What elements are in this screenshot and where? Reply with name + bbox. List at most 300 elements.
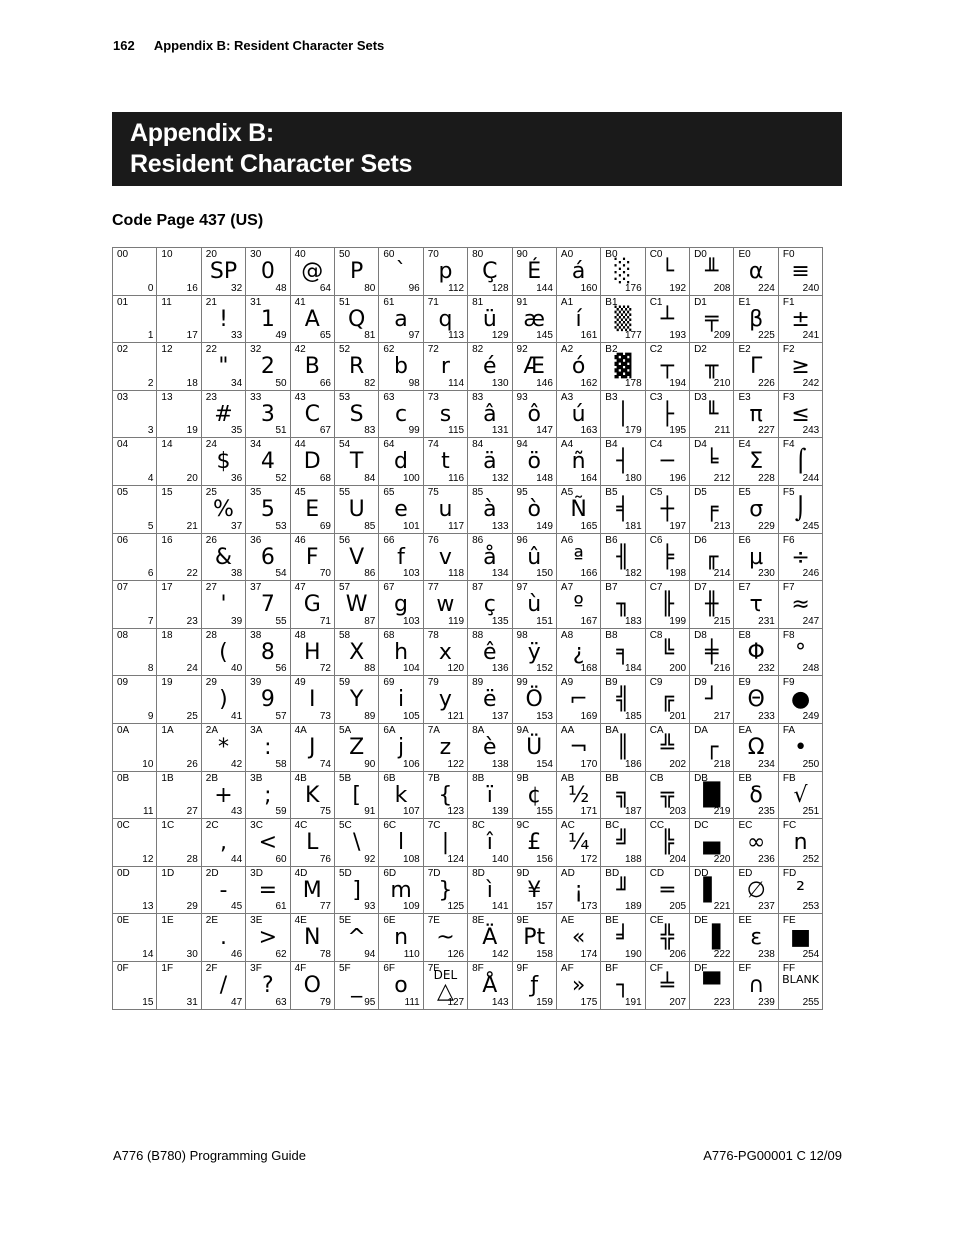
decimal-code: 150 bbox=[536, 568, 553, 580]
char-cell bbox=[379, 866, 423, 914]
decimal-code: 101 bbox=[403, 520, 420, 532]
hex-code: D0 bbox=[694, 249, 707, 260]
decimal-code: 42 bbox=[231, 758, 243, 770]
char-glyph: ╒ bbox=[705, 496, 719, 522]
hex-code: C6 bbox=[649, 534, 663, 546]
decimal-code: 255 bbox=[802, 996, 820, 1008]
decimal-code: 225 bbox=[758, 330, 775, 342]
hex-code: B3 bbox=[605, 391, 618, 403]
decimal-code: 249 bbox=[802, 710, 820, 722]
decimal-code: 155 bbox=[536, 806, 553, 818]
char-cell bbox=[468, 676, 512, 724]
hex-code: 8A bbox=[472, 724, 485, 736]
decimal-code: 216 bbox=[713, 663, 731, 675]
char-cell bbox=[556, 295, 600, 343]
hex-code: 09 bbox=[117, 677, 129, 689]
hex-code: AE bbox=[560, 915, 575, 927]
hex-code: 40 bbox=[294, 249, 306, 260]
decimal-code: 211 bbox=[714, 425, 731, 437]
hex-code: 33 bbox=[250, 391, 262, 403]
char-cell bbox=[778, 581, 822, 629]
decimal-code: 218 bbox=[713, 758, 731, 770]
char-glyph: ≈ bbox=[791, 592, 810, 618]
char-cell bbox=[334, 533, 378, 581]
hex-code: 55 bbox=[338, 486, 351, 498]
decimal-code: 8 bbox=[147, 663, 154, 675]
hex-code: DE bbox=[694, 915, 708, 927]
char-cell bbox=[778, 914, 822, 962]
char-cell bbox=[690, 676, 734, 724]
hex-code: 3D bbox=[250, 867, 263, 879]
char-cell bbox=[778, 485, 822, 533]
char-cell bbox=[690, 438, 734, 486]
hex-code: 6D bbox=[383, 867, 397, 879]
char-cell bbox=[690, 961, 734, 1009]
hex-code: 61 bbox=[383, 296, 395, 308]
decimal-code: 202 bbox=[669, 758, 687, 770]
hex-code: 8E bbox=[472, 915, 485, 927]
char-cell bbox=[201, 819, 245, 867]
char-cell bbox=[645, 295, 689, 343]
char-glyph: └ bbox=[660, 259, 674, 284]
char-cell bbox=[157, 961, 201, 1009]
hex-code: C4 bbox=[649, 439, 663, 451]
char-cell bbox=[778, 295, 822, 343]
char-glyph: ñ bbox=[571, 449, 586, 475]
hex-code: 13 bbox=[161, 391, 173, 403]
char-glyph: ² bbox=[796, 877, 805, 903]
char-cell bbox=[334, 914, 378, 962]
decimal-code: 43 bbox=[231, 806, 243, 818]
decimal-code: 174 bbox=[580, 948, 598, 960]
decimal-code: 173 bbox=[580, 901, 598, 913]
decimal-code: 99 bbox=[408, 425, 420, 437]
char-glyph: - bbox=[219, 877, 228, 903]
char-glyph: z bbox=[439, 734, 452, 760]
char-cell bbox=[690, 771, 734, 819]
hex-code: 79 bbox=[427, 677, 439, 689]
char-cell bbox=[334, 343, 378, 391]
char-cell bbox=[201, 723, 245, 771]
decimal-code: 68 bbox=[319, 472, 331, 484]
decimal-code: 187 bbox=[625, 806, 642, 818]
char-glyph: ▄ bbox=[703, 830, 721, 856]
hex-code: C8 bbox=[649, 629, 663, 641]
char-cell bbox=[778, 248, 822, 296]
char-cell bbox=[379, 961, 423, 1009]
char-glyph: ║ bbox=[616, 734, 630, 760]
hex-code: FE bbox=[782, 915, 796, 927]
hex-code: 7C bbox=[427, 820, 441, 832]
decimal-code: 194 bbox=[669, 377, 687, 389]
char-cell bbox=[645, 390, 689, 438]
decimal-code: 112 bbox=[448, 282, 465, 294]
decimal-code: 230 bbox=[758, 568, 775, 580]
hex-code: CE bbox=[649, 915, 664, 927]
char-glyph: ╝ bbox=[616, 830, 630, 856]
char-cell bbox=[468, 819, 512, 867]
char-cell bbox=[556, 343, 600, 391]
char-cell bbox=[379, 390, 423, 438]
hex-code: 1E bbox=[161, 915, 174, 927]
char-glyph: ╤ bbox=[705, 306, 719, 332]
char-glyph: = bbox=[258, 877, 278, 903]
decimal-code: 75 bbox=[319, 806, 331, 818]
hex-code: 96 bbox=[516, 534, 528, 546]
char-cell bbox=[601, 866, 645, 914]
char-cell bbox=[645, 248, 689, 296]
char-glyph: ╛ bbox=[616, 925, 630, 951]
char-cell bbox=[201, 676, 245, 724]
decimal-code: 182 bbox=[625, 568, 642, 580]
char-glyph: @ bbox=[301, 259, 324, 284]
char-glyph: O bbox=[303, 972, 321, 998]
hex-code: 12 bbox=[161, 344, 173, 356]
char-cell bbox=[246, 533, 290, 581]
decimal-code: 128 bbox=[491, 282, 509, 294]
decimal-code: 23 bbox=[186, 615, 198, 627]
char-cell bbox=[778, 343, 822, 391]
hex-code: 7B bbox=[427, 772, 440, 784]
hex-code: F2 bbox=[782, 344, 795, 356]
hex-code: C7 bbox=[649, 582, 663, 594]
decimal-code: 236 bbox=[758, 853, 775, 865]
decimal-code: 207 bbox=[669, 996, 687, 1008]
decimal-code: 18 bbox=[186, 377, 198, 389]
decimal-code: 141 bbox=[491, 901, 509, 913]
character-set-table bbox=[112, 247, 823, 1010]
char-cell bbox=[601, 485, 645, 533]
hex-code: F6 bbox=[782, 534, 795, 546]
hex-code: EF bbox=[738, 962, 752, 974]
hex-code: 04 bbox=[117, 439, 129, 451]
decimal-code: 120 bbox=[447, 663, 465, 675]
char-glyph: å bbox=[483, 544, 497, 570]
char-cell bbox=[468, 248, 512, 296]
decimal-code: 89 bbox=[364, 710, 376, 722]
char-glyph: ▀ bbox=[703, 972, 721, 998]
char-cell bbox=[246, 914, 290, 962]
decimal-code: 212 bbox=[713, 472, 731, 484]
decimal-code: 107 bbox=[403, 806, 420, 818]
char-cell bbox=[468, 914, 512, 962]
char-cell bbox=[201, 438, 245, 486]
char-glyph: ¼ bbox=[567, 830, 590, 856]
hex-code: A7 bbox=[560, 582, 574, 594]
decimal-code: 11 bbox=[143, 806, 154, 818]
decimal-code: 76 bbox=[319, 853, 331, 865]
hex-code: A4 bbox=[560, 439, 574, 451]
char-glyph: ┴ bbox=[660, 306, 674, 332]
decimal-code: 151 bbox=[536, 615, 553, 627]
char-glyph: Ñ bbox=[570, 496, 587, 522]
char-glyph: L bbox=[306, 830, 319, 856]
hex-code: 0F bbox=[117, 962, 129, 974]
char-cell bbox=[201, 295, 245, 343]
hex-code: 1C bbox=[161, 820, 175, 832]
char-cell bbox=[690, 723, 734, 771]
char-cell bbox=[246, 248, 290, 296]
hex-code: 19 bbox=[161, 677, 173, 689]
hex-code: 6E bbox=[383, 915, 396, 927]
char-cell bbox=[246, 676, 290, 724]
char-cell bbox=[379, 581, 423, 629]
char-cell bbox=[423, 723, 467, 771]
char-glyph: 5 bbox=[260, 496, 275, 522]
decimal-code: 156 bbox=[536, 853, 553, 865]
char-glyph: ┬ bbox=[660, 354, 674, 380]
char-cell bbox=[157, 295, 201, 343]
char-glyph: µ bbox=[749, 544, 764, 570]
char-cell bbox=[157, 866, 201, 914]
decimal-code: 60 bbox=[275, 853, 287, 865]
char-cell bbox=[423, 676, 467, 724]
decimal-code: 241 bbox=[802, 330, 820, 342]
decimal-code: 88 bbox=[364, 663, 376, 675]
char-cell bbox=[645, 961, 689, 1009]
hex-code: F7 bbox=[782, 582, 795, 594]
decimal-code: 162 bbox=[580, 377, 598, 389]
hex-code: 07 bbox=[117, 582, 129, 594]
char-glyph: ü bbox=[482, 306, 497, 332]
decimal-code: 248 bbox=[802, 663, 820, 675]
hex-code: 3A bbox=[250, 724, 263, 736]
hex-code: A0 bbox=[560, 249, 574, 260]
char-cell bbox=[778, 390, 822, 438]
char-cell bbox=[645, 343, 689, 391]
chapter-title-line2: Resident Character Sets bbox=[130, 150, 413, 178]
hex-code: 72 bbox=[427, 344, 439, 356]
hex-code: F5 bbox=[782, 486, 795, 498]
decimal-code: 239 bbox=[758, 996, 775, 1008]
decimal-code: 215 bbox=[713, 615, 731, 627]
decimal-code: 247 bbox=[802, 615, 820, 627]
char-glyph: Z bbox=[349, 734, 365, 760]
char-cell bbox=[113, 771, 157, 819]
hex-code: D9 bbox=[694, 677, 707, 689]
char-glyph: ▓ bbox=[614, 354, 632, 380]
char-glyph: ì bbox=[486, 877, 493, 903]
hex-code: DD bbox=[694, 867, 709, 879]
hex-code: 2D bbox=[205, 867, 219, 879]
hex-code: F1 bbox=[782, 296, 795, 308]
char-cell bbox=[734, 581, 778, 629]
decimal-code: 105 bbox=[403, 710, 420, 722]
table-row bbox=[113, 914, 823, 962]
char-glyph: ≡ bbox=[791, 259, 810, 284]
decimal-code: 137 bbox=[491, 710, 509, 722]
hex-code: EB bbox=[738, 772, 752, 784]
char-cell bbox=[601, 390, 645, 438]
decimal-code: 87 bbox=[364, 615, 376, 627]
char-glyph: ` bbox=[395, 259, 407, 284]
char-cell bbox=[645, 723, 689, 771]
decimal-code: 33 bbox=[231, 330, 243, 342]
hex-code: AD bbox=[560, 867, 575, 879]
char-cell bbox=[778, 628, 822, 676]
char-glyph: n bbox=[394, 925, 409, 951]
hex-code: 16 bbox=[161, 534, 173, 546]
char-cell bbox=[290, 866, 334, 914]
char-glyph: ¿ bbox=[572, 639, 585, 665]
hex-code: 35 bbox=[250, 486, 262, 498]
decimal-code: 237 bbox=[758, 901, 775, 913]
char-glyph: 0 bbox=[260, 259, 275, 284]
decimal-code: 16 bbox=[186, 282, 198, 294]
hex-code: EE bbox=[738, 915, 752, 927]
hex-code: AF bbox=[560, 962, 574, 974]
char-glyph: ╔ bbox=[660, 687, 674, 713]
decimal-code: 142 bbox=[491, 948, 509, 960]
footer-document-id: A776-PG00001 C 12/09 bbox=[703, 1148, 842, 1163]
decimal-code: 45 bbox=[231, 901, 243, 913]
char-cell bbox=[512, 676, 556, 724]
decimal-code: 144 bbox=[536, 282, 553, 294]
decimal-code: 224 bbox=[758, 282, 775, 294]
hex-code: 24 bbox=[205, 439, 217, 451]
decimal-code: 161 bbox=[580, 330, 598, 342]
hex-code: 28 bbox=[205, 629, 217, 641]
char-cell bbox=[601, 295, 645, 343]
decimal-code: 37 bbox=[231, 520, 243, 532]
decimal-code: 222 bbox=[713, 948, 731, 960]
char-cell bbox=[601, 723, 645, 771]
char-glyph: ∩ bbox=[748, 972, 765, 998]
char-cell bbox=[556, 390, 600, 438]
hex-code: 6C bbox=[383, 820, 397, 832]
char-glyph: ï bbox=[486, 782, 493, 808]
hex-code: F0 bbox=[782, 249, 795, 260]
hex-code: 4E bbox=[294, 915, 307, 927]
decimal-code: 46 bbox=[231, 948, 243, 960]
hex-code: 89 bbox=[472, 677, 484, 689]
char-glyph: 6 bbox=[260, 544, 275, 570]
char-glyph: b bbox=[394, 354, 409, 380]
char-cell bbox=[246, 581, 290, 629]
hex-code: FF bbox=[782, 962, 796, 974]
char-cell bbox=[157, 914, 201, 962]
char-glyph: ┌ bbox=[705, 734, 719, 760]
char-cell bbox=[734, 628, 778, 676]
char-glyph: ò bbox=[527, 496, 541, 522]
hex-code: 46 bbox=[294, 534, 306, 546]
decimal-code: 163 bbox=[580, 425, 598, 437]
char-cell bbox=[645, 676, 689, 724]
char-cell bbox=[468, 390, 512, 438]
page-number: 162 bbox=[113, 38, 135, 53]
hex-code: 10 bbox=[161, 249, 173, 260]
decimal-code: 15 bbox=[142, 996, 154, 1008]
char-cell bbox=[778, 961, 822, 1009]
decimal-code: 188 bbox=[625, 853, 642, 865]
char-cell bbox=[556, 914, 600, 962]
char-glyph: √ bbox=[793, 782, 808, 808]
decimal-code: 189 bbox=[625, 901, 642, 913]
char-cell bbox=[468, 961, 512, 1009]
decimal-code: 164 bbox=[580, 472, 598, 484]
decimal-code: 220 bbox=[713, 853, 731, 865]
char-glyph: X bbox=[349, 639, 365, 665]
hex-code: 42 bbox=[294, 344, 306, 356]
hex-code: B4 bbox=[605, 439, 618, 451]
char-cell bbox=[334, 390, 378, 438]
decimal-code: 159 bbox=[536, 996, 553, 1008]
hex-code: 4A bbox=[294, 724, 307, 736]
hex-code: 85 bbox=[472, 486, 484, 498]
decimal-code: 133 bbox=[491, 520, 509, 532]
char-glyph: g bbox=[394, 592, 409, 618]
char-cell bbox=[157, 771, 201, 819]
decimal-code: 193 bbox=[669, 330, 687, 342]
hex-code: CA bbox=[649, 724, 664, 736]
decimal-code: 79 bbox=[319, 996, 331, 1008]
section-title: Code Page 437 (US) bbox=[112, 212, 264, 229]
char-cell bbox=[334, 581, 378, 629]
char-cell bbox=[334, 961, 378, 1009]
char-cell bbox=[690, 390, 734, 438]
char-cell bbox=[334, 723, 378, 771]
decimal-code: 28 bbox=[186, 853, 198, 865]
char-cell bbox=[556, 485, 600, 533]
char-glyph: v bbox=[438, 544, 452, 570]
char-cell bbox=[690, 533, 734, 581]
hex-code: 44 bbox=[294, 439, 306, 451]
hex-code: 7E bbox=[427, 915, 440, 927]
hex-code: 36 bbox=[250, 534, 262, 546]
decimal-code: 175 bbox=[580, 996, 598, 1008]
hex-code: 93 bbox=[516, 391, 528, 403]
char-glyph: ┘ bbox=[705, 687, 719, 713]
char-glyph: h bbox=[394, 639, 409, 665]
decimal-code: 196 bbox=[669, 472, 687, 484]
char-glyph: Ω bbox=[747, 734, 765, 760]
decimal-code: 4 bbox=[147, 472, 154, 484]
hex-code: 32 bbox=[250, 344, 262, 356]
char-cell bbox=[556, 819, 600, 867]
decimal-code: 10 bbox=[142, 758, 154, 770]
decimal-code: 84 bbox=[364, 472, 376, 484]
decimal-code: 104 bbox=[403, 663, 420, 675]
hex-code: 62 bbox=[383, 344, 395, 356]
char-cell bbox=[734, 723, 778, 771]
hex-code: 47 bbox=[294, 582, 306, 594]
char-glyph: K bbox=[305, 782, 320, 808]
char-glyph: d bbox=[394, 449, 409, 475]
char-glyph: P bbox=[350, 259, 364, 284]
hex-code: DF bbox=[694, 962, 708, 974]
char-cell bbox=[113, 581, 157, 629]
char-glyph: σ bbox=[749, 496, 764, 522]
hex-code: 99 bbox=[516, 677, 528, 689]
hex-code: 45 bbox=[294, 486, 306, 498]
decimal-code: 30 bbox=[186, 948, 198, 960]
hex-code: 2C bbox=[205, 820, 219, 832]
hex-code: A1 bbox=[560, 296, 574, 308]
hex-code: CC bbox=[649, 820, 665, 832]
char-cell bbox=[290, 248, 334, 296]
decimal-code: 40 bbox=[231, 663, 243, 675]
char-cell bbox=[734, 866, 778, 914]
decimal-code: 41 bbox=[231, 710, 243, 722]
char-glyph: j bbox=[397, 734, 405, 760]
char-cell bbox=[734, 533, 778, 581]
decimal-code: 227 bbox=[758, 425, 775, 437]
char-glyph: ■ bbox=[790, 925, 811, 951]
hex-code: E5 bbox=[738, 486, 751, 498]
char-glyph: █ bbox=[703, 782, 721, 808]
decimal-code: 77 bbox=[319, 901, 331, 913]
decimal-code: 71 bbox=[319, 615, 331, 627]
